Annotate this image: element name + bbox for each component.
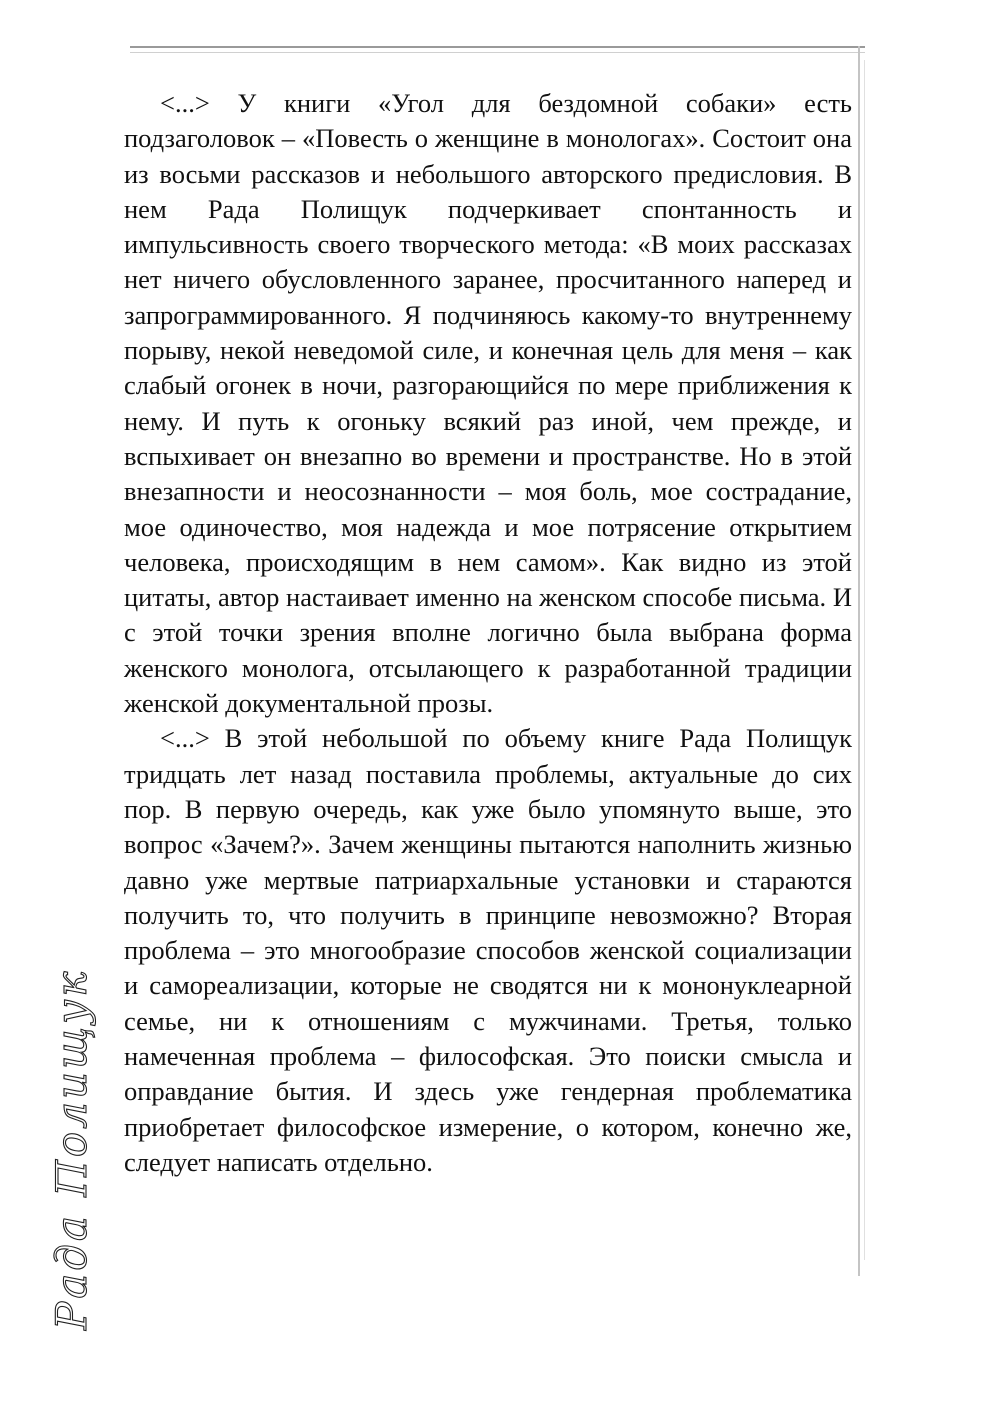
right-border-line bbox=[858, 46, 860, 1276]
handwritten-signature bbox=[8, 968, 118, 1330]
right-border-line-inner bbox=[864, 60, 865, 1260]
signature-text: Рада Полищук bbox=[47, 968, 96, 1330]
top-border-line bbox=[130, 46, 865, 48]
body-text bbox=[124, 86, 852, 1180]
paragraph-1: <...> У книги «Угол для бездомной собаки» есть подзаголовок – «Повесть о женщине в монологах». Состоит она из восьми рассказов и небольшого авторского предисловия. В нем Рада Полищук подчеркивает спонтанность и импульсивность своего творческого метода: «В моих рассказах нет ничего обусловленного заранее, просчитанного наперед и запрограммированного. Я подчиняюсь какому-то внутреннему порыву, некой неведомой силе, и конечная цель для меня – как слабый огонек в ночи, разгорающийся по мере приближения к нему. И путь к огоньку всякий раз иной, чем прежде, и вспыхивает он внезапно во времени и пространстве. Но в этой внезапности и неосознанности – моя боль, мое сострадание, мое одиночество, моя надежда и мое потрясение открытием человека, происходящим в нем самом». Как видно из этой цитаты, автор настаивает именно на женском способе письма. И с этой точки зрения вполне логично была выбрана форма женского монолога, отсылающего к разработанной традиции женской документальной прозы. bbox=[124, 88, 852, 719]
paragraph-2: <...> В этой небольшой по объему книге Рада Полищук тридцать лет назад поставила проблемы, актуальные до сих пор. В первую очередь, как уже было упомянуто выше, это вопрос «Зачем?». Зачем женщины пытаются наполнить жизнью давно уже мертвые патриархальные установки и стараются получить то, что получить в принципе невозможно? Вторая проблема – это многообразие способов женской социализации и самореализации, которые не сводятся ни к мононуклеарной семье, ни к отношениям с мужчинами. Третья, только намеченная проблема – философская. Это поиски смысла и оправдание бытия. И здесь уже гендерная проблематика приобретает философское измерение, о котором, конечно же, следует написать отдельно. bbox=[124, 723, 852, 1177]
top-border-line-inner bbox=[130, 52, 865, 53]
signature-graphic bbox=[8, 968, 118, 1330]
